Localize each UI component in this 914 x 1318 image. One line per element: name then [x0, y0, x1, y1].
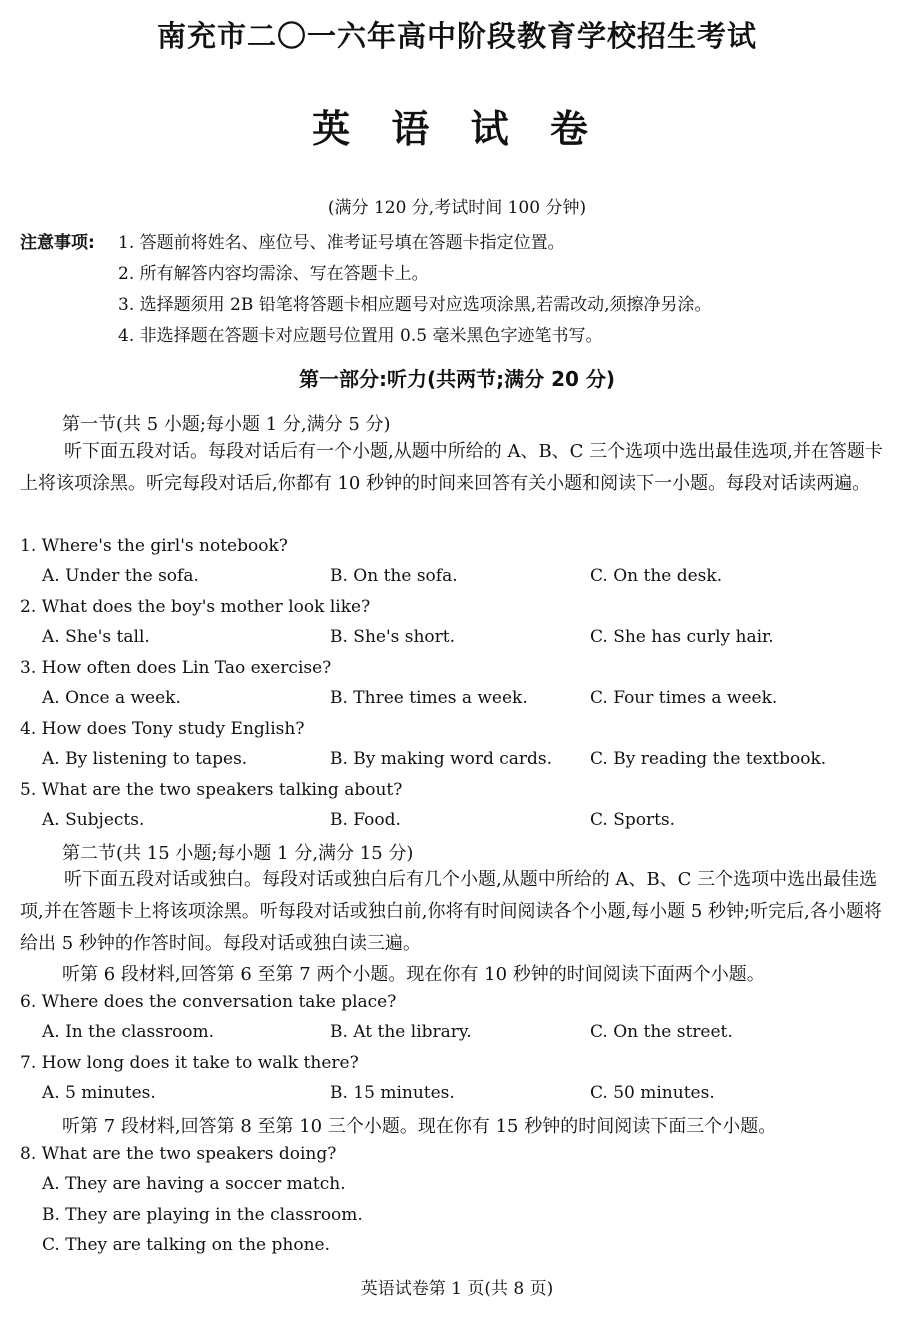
- page-footer: 英语试卷第 1 页(共 8 页): [360, 1279, 554, 1299]
- question-text: 2. What does the boy's mother look like?: [20, 597, 371, 617]
- exam-title: 南充市二〇一六年高中阶段教育学校招生考试: [156, 19, 757, 53]
- section-heading: 第一节(共 5 小题;每小题 1 分,满分 5 分): [62, 414, 391, 435]
- exam-meta: (满分 120 分,考试时间 100 分钟): [327, 198, 587, 218]
- option-b: B. They are playing in the classroom.: [42, 1205, 363, 1225]
- option-b: B. Three times a week.: [330, 688, 528, 708]
- question-text: 8. What are the two speakers doing?: [20, 1144, 337, 1164]
- option-a: A. They are having a soccer match.: [42, 1174, 346, 1194]
- option-a: A. 5 minutes.: [42, 1083, 156, 1103]
- option-a: A. She's tall.: [42, 627, 150, 647]
- option-c: C. By reading the textbook.: [590, 749, 827, 769]
- option-c: C. Sports.: [590, 810, 676, 830]
- option-c: C. On the desk.: [590, 566, 723, 586]
- option-b: B. 15 minutes.: [330, 1083, 455, 1103]
- notes-label: 注意事项:: [20, 233, 95, 253]
- option-c: C. On the street.: [590, 1022, 733, 1042]
- question-text: 4. How does Tony study English?: [20, 719, 305, 739]
- option-a: A. Subjects.: [42, 810, 145, 830]
- section-instructions: 听下面五段对话或独白。每段对话或独白后有几个小题,从题中所给的 A、B、C 三个选项中选出最佳选项,并在答题卡上将该项涂黑。听每段对话或独白前,你将有时间阅读各个小题,每小题 5 秒钟;听完后,各小题将给出 5 秒钟的作答时间。每段对话或独白读三遍。: [20, 869, 882, 954]
- option-c: C. 50 minutes.: [590, 1083, 715, 1103]
- option-b: B. At the library.: [330, 1022, 472, 1042]
- option-b: B. By making word cards.: [330, 749, 553, 769]
- option-a: A. Once a week.: [42, 688, 181, 708]
- question-text: 3. How often does Lin Tao exercise?: [20, 658, 332, 678]
- option-b: B. She's short.: [330, 627, 456, 647]
- section-instructions: 听下面五段对话。每段对话后有一个小题,从题中所给的 A、B、C 三个选项中选出最佳选项,并在答题卡上将该项涂黑。听完每段对话后,你都有 10 秒钟的时间来回答有关小题和阅读下一小题。每段对话读两遍。: [20, 441, 883, 494]
- option-c: C. They are talking on the phone.: [42, 1235, 330, 1255]
- option-a: A. Under the sofa.: [42, 566, 199, 586]
- note-item: 2. 所有解答内容均需涂、写在答题卡上。: [118, 264, 429, 284]
- exam-subtitle: 英 语 试 卷: [312, 107, 602, 151]
- material-instruction: 听第 7 段材料,回答第 8 至第 10 三个小题。现在你有 15 秒钟的时间阅读下面三个小题。: [62, 1116, 777, 1137]
- note-item: 4. 非选择题在答题卡对应题号位置用 0.5 毫米黑色字迹笔书写。: [118, 326, 603, 346]
- note-item: 1. 答题前将姓名、座位号、准考证号填在答题卡指定位置。: [118, 233, 565, 253]
- option-b: B. Food.: [330, 810, 401, 830]
- material-instruction: 听第 6 段材料,回答第 6 至第 7 两个小题。现在你有 10 秒钟的时间阅读下面两个小题。: [62, 964, 765, 985]
- question-text: 7. How long does it take to walk there?: [20, 1053, 359, 1073]
- option-c: C. She has curly hair.: [590, 627, 774, 647]
- option-a: A. In the classroom.: [42, 1022, 215, 1042]
- option-c: C. Four times a week.: [590, 688, 778, 708]
- question-text: 5. What are the two speakers talking about?: [20, 780, 403, 800]
- part-heading: 第一部分:听力(共两节;满分 20 分): [298, 367, 616, 391]
- note-item: 3. 选择题须用 2B 铅笔将答题卡相应题号对应选项涂黑,若需改动,须擦净另涂。: [118, 295, 712, 315]
- option-b: B. On the sofa.: [330, 566, 458, 586]
- section-heading: 第二节(共 15 小题;每小题 1 分,满分 15 分): [62, 843, 414, 864]
- question-text: 1. Where's the girl's notebook?: [20, 536, 288, 556]
- option-a: A. By listening to tapes.: [42, 749, 248, 769]
- question-text: 6. Where does the conversation take place?: [20, 992, 397, 1012]
